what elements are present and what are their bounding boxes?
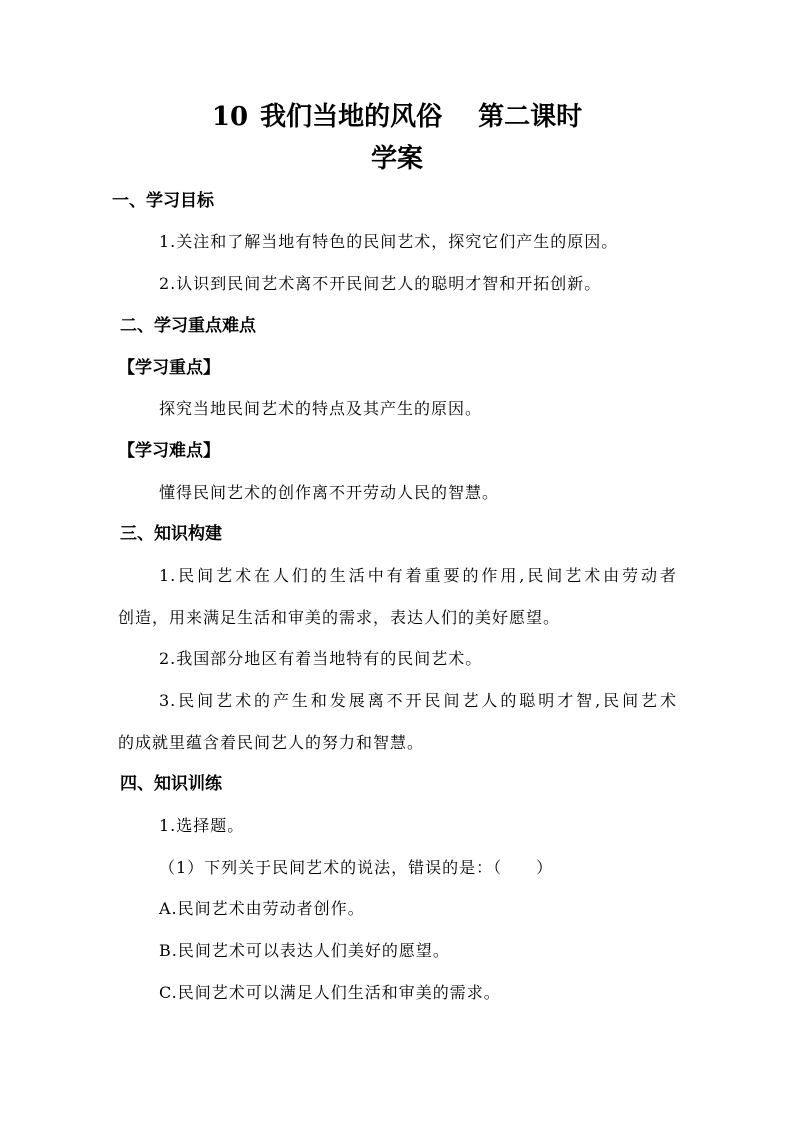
question-type: 1.选择题。 [159, 816, 245, 835]
question-text: （1）下列关于民间艺术的说法，错误的是：（ ） [159, 858, 554, 877]
knowledge-item-3-line-2: 的成就里蕴含着民间艺人的努力和智慧。 [118, 733, 425, 752]
section-heading-training: 四、知识训练 [120, 774, 222, 794]
knowledge-item-3-line-1: 3.民间艺术的产生和发展离不开民间艺人的聪明才智,民间艺术 [159, 691, 677, 710]
focus-text: 探究当地民间艺术的特点及其产生的原因。 [159, 399, 483, 418]
lesson-number: 10 [211, 102, 249, 132]
lesson-topic: 我们当地的风俗 [260, 102, 443, 132]
difficulty-text: 懂得民间艺术的创作离不开劳动人民的智慧。 [159, 483, 500, 502]
knowledge-item-1-line-1: 1.民间艺术在人们的生活中有着重要的作用,民间艺术由劳动者 [159, 566, 677, 585]
section-heading-goals: 一、学习目标 [112, 191, 214, 211]
answer-option-b: B.民间艺术可以表达人们美好的愿望。 [159, 941, 450, 960]
answer-option-c: C.民间艺术可以满足人们生活和审美的需求。 [159, 983, 501, 1002]
difficulty-label: 【学习难点】 [118, 441, 220, 461]
answer-option-a: A.民间艺术由劳动者创作。 [159, 899, 365, 918]
goal-item: 2.认识到民间艺术离不开民间艺人的聪明才智和开拓创新。 [159, 274, 602, 293]
knowledge-item-1-line-2: 创造，用来满足生活和审美的需求，表达人们的美好愿望。 [118, 608, 561, 627]
document-subtitle: 学案 [370, 144, 423, 174]
section-heading-knowledge: 三、知识构建 [120, 524, 222, 544]
document-title [0, 102, 794, 132]
goal-item: 1.关注和了解当地有特色的民间艺术，探究它们产生的原因。 [159, 232, 619, 251]
lesson-period: 第二课时 [478, 102, 583, 132]
section-heading-key-points: 二、学习重点难点 [120, 316, 256, 336]
knowledge-item-2: 2.我国部分地区有着当地特有的民间艺术。 [159, 649, 483, 668]
focus-label: 【学习重点】 [118, 358, 220, 378]
